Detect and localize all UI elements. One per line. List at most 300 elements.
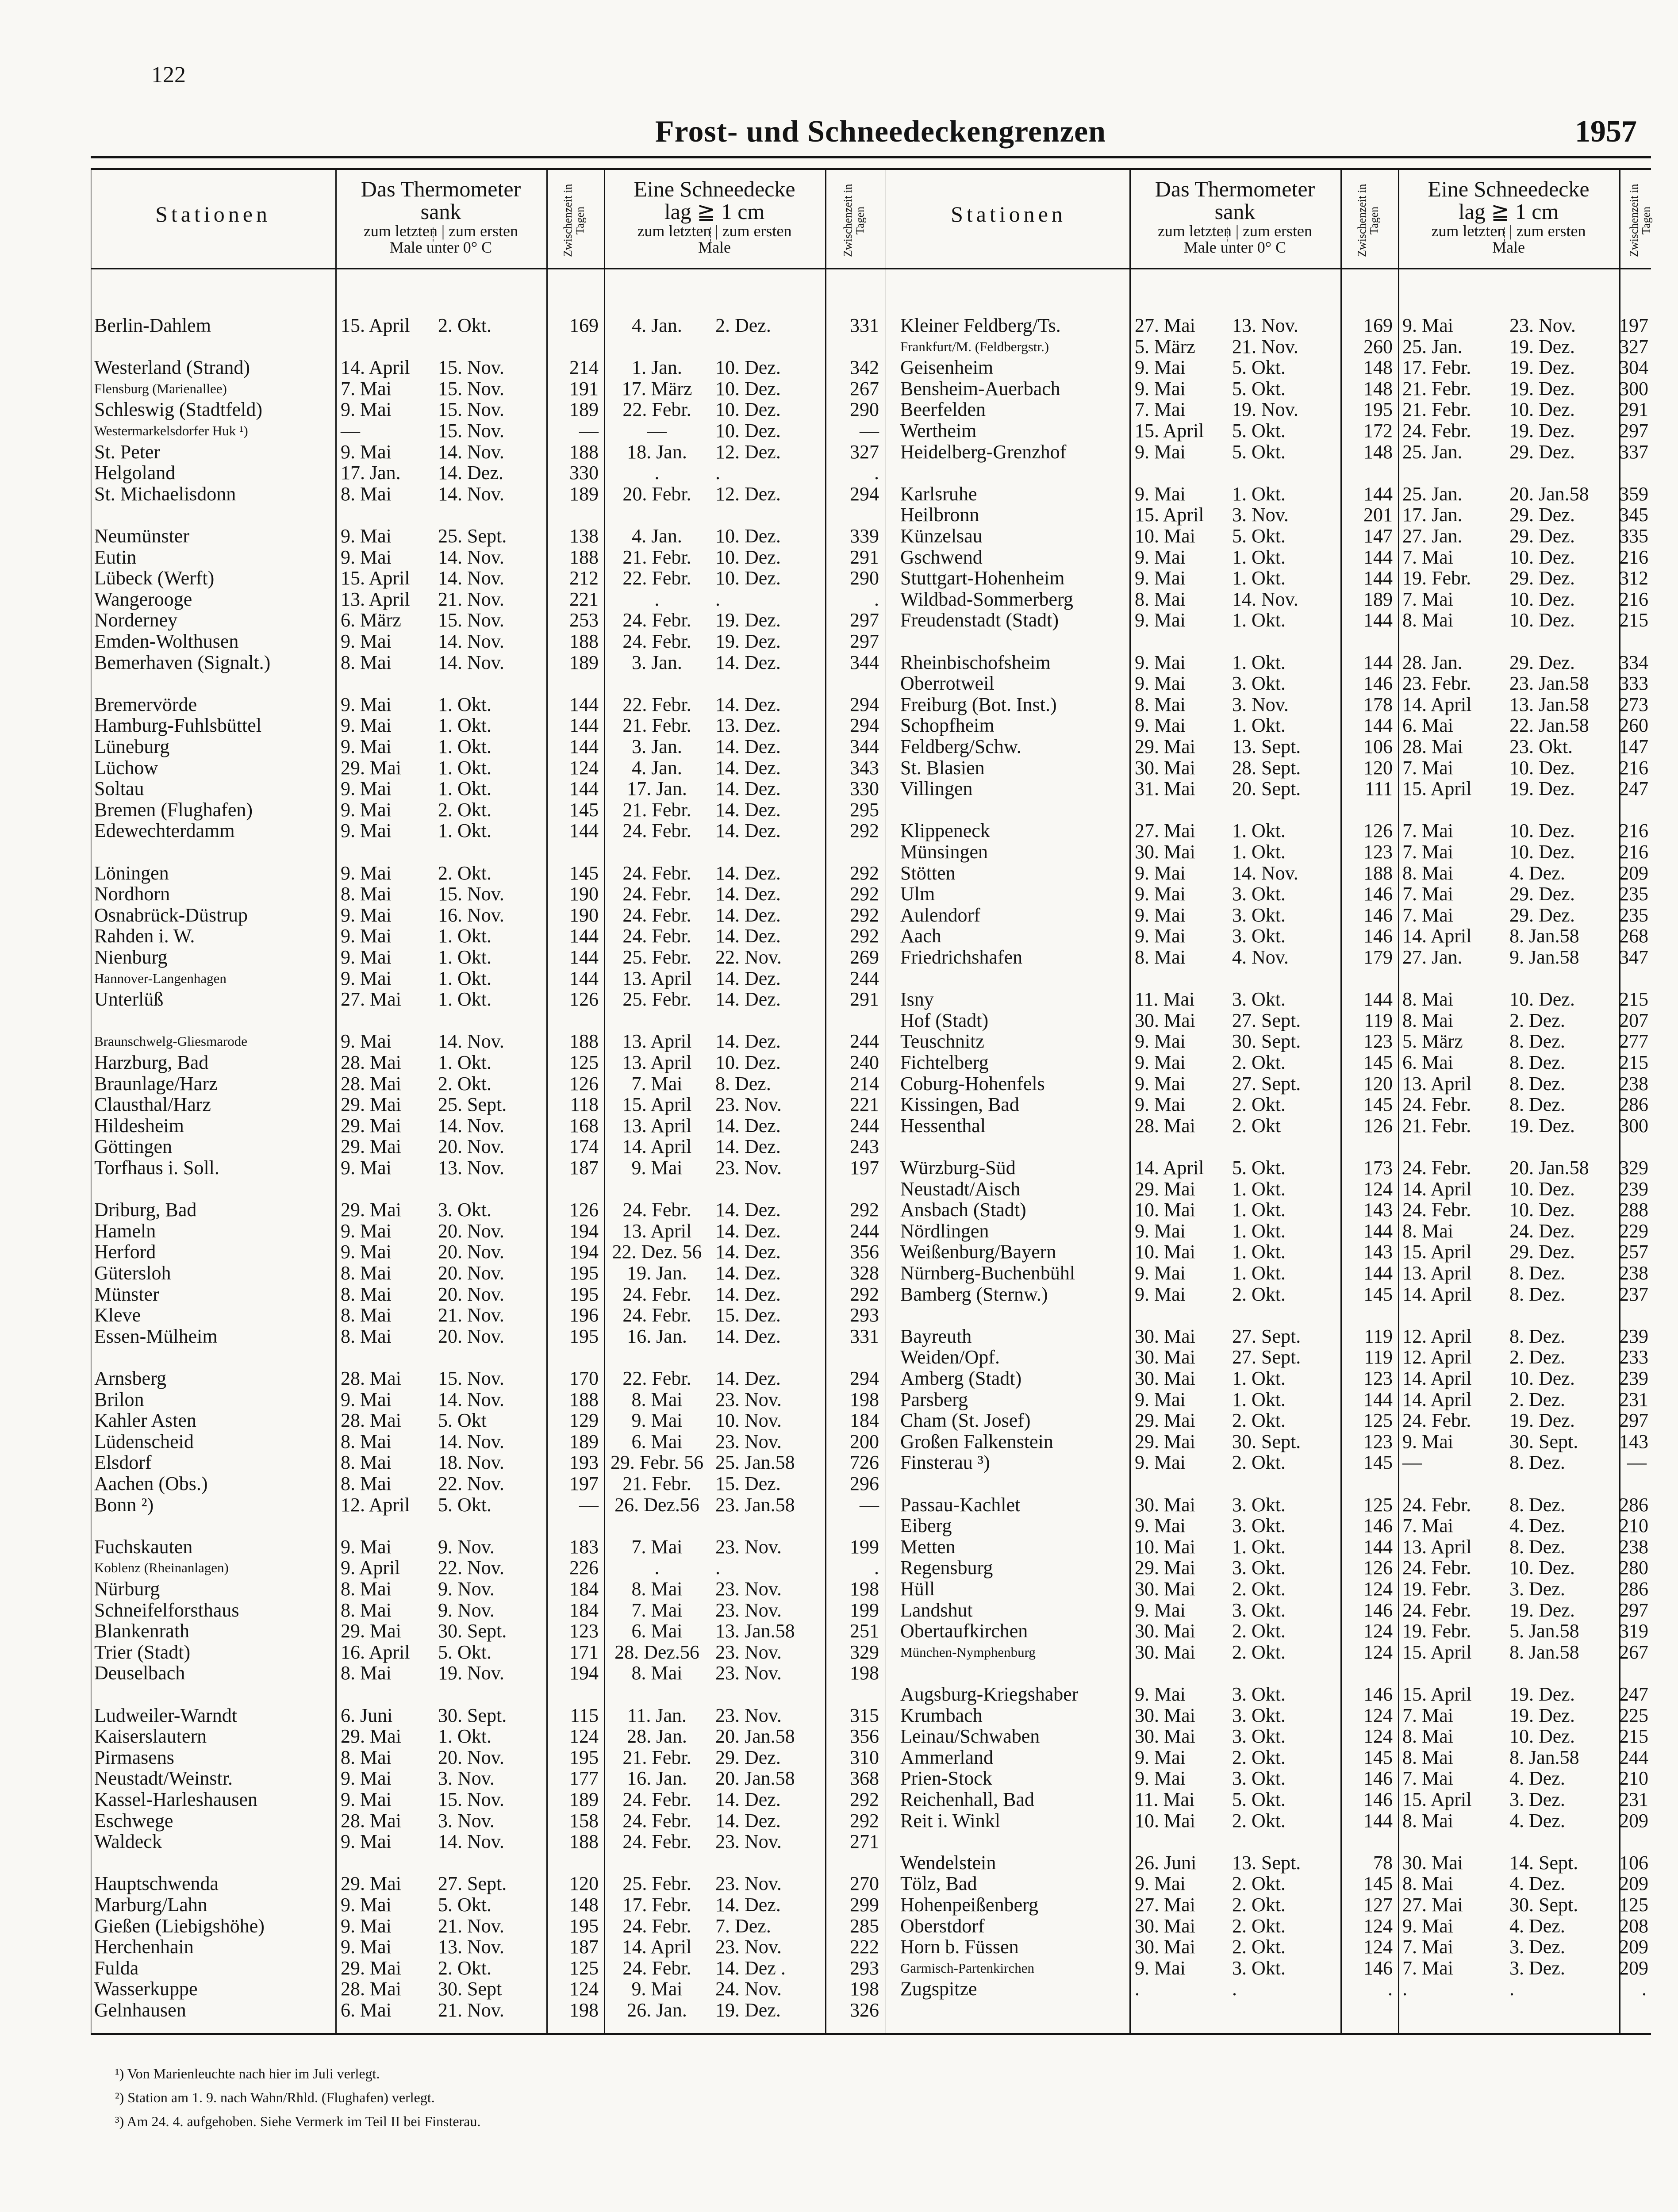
snow-interval-cell: 315 xyxy=(850,1704,879,1726)
snow-first-cell: 4. Dez. xyxy=(1509,1767,1565,1790)
frost-last-cell: 9. Mai xyxy=(341,1894,392,1916)
snow-interval-cell: 344 xyxy=(850,651,879,673)
snow-interval-cell: 214 xyxy=(850,1072,879,1094)
snow-last-cell: 9. Mai xyxy=(1402,315,1453,336)
snow-interval-cell: 290 xyxy=(850,399,879,421)
frost-interval-cell: 195 xyxy=(569,1262,599,1284)
frost-first-cell: 1. Okt. xyxy=(1232,841,1286,863)
station-name-cell: Wasserkuppe xyxy=(94,1978,198,2000)
snow-last-cell: 24. Febr. xyxy=(622,1283,691,1305)
snow-interval-cell: 356 xyxy=(850,1725,879,1747)
frost-interval-cell: 171 xyxy=(569,1641,599,1663)
station-name-cell: Aach xyxy=(900,925,941,947)
frost-first-cell: 1. Okt. xyxy=(438,778,491,800)
frost-first-cell: 14. Nov. xyxy=(438,483,504,505)
snow-last-cell: 8. Mai xyxy=(1402,1746,1453,1768)
frost-first-cell: 2. Okt. xyxy=(1232,1809,1286,1832)
snow-last-cell: 19. Jan. xyxy=(627,1262,687,1284)
snow-first-cell: 8. Jan.58 xyxy=(1509,1641,1579,1663)
frost-last-cell: 10. Mai xyxy=(1135,1536,1195,1558)
snow-interval-cell: 239 xyxy=(1619,1367,1648,1389)
frost-last-cell: 9. Mai xyxy=(341,441,392,463)
snow-last-cell: 24. Febr. xyxy=(1402,1557,1471,1579)
frost-last-cell: 8. Mai xyxy=(1135,588,1186,610)
snow-first-cell: 8. Dez. xyxy=(1509,1452,1565,1474)
frost-last-cell: 9. Mai xyxy=(341,778,392,800)
station-name-cell: Herford xyxy=(94,1241,156,1263)
snow-interval-cell: 285 xyxy=(850,1915,879,1937)
frost-first-cell: 5. Okt. xyxy=(1232,441,1286,463)
frost-interval-cell: 169 xyxy=(1363,315,1393,336)
snow-interval-cell: 251 xyxy=(850,1620,879,1642)
frost-interval-cell: 179 xyxy=(1363,946,1393,968)
frost-interval-cell: 146 xyxy=(1363,925,1393,947)
frost-interval-cell: 144 xyxy=(1363,1220,1393,1242)
frost-interval-cell: 214 xyxy=(569,357,599,379)
snow-interval-cell: 198 xyxy=(850,1578,879,1600)
snow-interval-cell: 215 xyxy=(1619,1052,1648,1073)
snow-last-cell: 7. Mai xyxy=(1402,1936,1453,1958)
snow-interval-cell: 293 xyxy=(850,1957,879,1979)
station-name-cell: Hannover-Langenhagen xyxy=(94,970,227,986)
station-name-cell: Würzburg-Süd xyxy=(900,1157,1016,1179)
frost-first-cell: 2. Okt. xyxy=(1232,1620,1286,1642)
station-name-cell: Oberstdorf xyxy=(900,1915,985,1937)
frost-interval-cell: 126 xyxy=(569,988,599,1010)
frost-interval-cell: 197 xyxy=(569,1473,599,1494)
station-name-cell: Bonn ²) xyxy=(94,1494,154,1516)
snow-last-cell: 22. Febr. xyxy=(622,399,691,421)
station-name-cell: Regensburg xyxy=(900,1557,993,1579)
frost-first-cell: 20. Nov. xyxy=(438,1136,504,1158)
frost-first-cell: 28. Sept. xyxy=(1232,757,1301,779)
header-rule xyxy=(91,268,1651,269)
header-stations-right xyxy=(887,203,1129,226)
frost-last-cell: 8. Mai xyxy=(341,1325,392,1347)
frost-first-cell: 14. Nov. xyxy=(1232,862,1298,884)
snow-last-cell: 9. Mai xyxy=(631,1157,683,1179)
station-name-cell: Kaiserslautern xyxy=(94,1725,207,1747)
frost-interval-cell: 144 xyxy=(1363,567,1393,589)
snow-last-cell: 27. Mai xyxy=(1402,1894,1463,1916)
snow-first-cell: 23. Okt. xyxy=(1509,736,1573,757)
snow-interval-cell: 267 xyxy=(1619,1641,1648,1663)
frost-interval-cell: 144 xyxy=(1363,1262,1393,1284)
snow-last-cell: 25. Jan. xyxy=(1402,335,1463,357)
snow-interval-cell: 297 xyxy=(1619,1409,1648,1432)
snow-first-cell: 10. Dez. xyxy=(1509,1199,1575,1221)
header-snow-line1: Eine Schneedecke xyxy=(1428,177,1590,201)
snow-last-cell: 6. Mai xyxy=(1402,1052,1453,1073)
station-name-cell: Heidelberg-Grenzhof xyxy=(900,441,1067,463)
snow-last-cell: 24. Febr. xyxy=(622,1831,691,1853)
frost-first-cell: 13. Nov. xyxy=(1232,315,1298,336)
snow-last-cell: 22. Dez. 56 xyxy=(612,1241,702,1263)
frost-interval-cell: 196 xyxy=(569,1304,599,1326)
header-thermo-line2: sank xyxy=(420,199,461,224)
header-stations-label: Stationen xyxy=(155,202,271,227)
frost-interval-cell: 144 xyxy=(569,925,599,947)
frost-first-cell: 14. Nov. xyxy=(438,567,504,589)
frost-last-cell: 15. April xyxy=(341,315,410,336)
snow-first-cell: 14. Dez. xyxy=(715,862,781,884)
frost-last-cell: 8. Mai xyxy=(341,1473,392,1494)
frost-last-cell: 30. Mai xyxy=(1135,1915,1195,1937)
station-name-cell: Cham (St. Josef) xyxy=(900,1409,1031,1432)
frost-interval-cell: 195 xyxy=(569,1746,599,1768)
snow-first-cell: 10. Dez. xyxy=(715,420,781,442)
frost-interval-cell: 201 xyxy=(1363,504,1393,526)
station-name-cell: Freiburg (Bot. Inst.) xyxy=(900,693,1057,715)
snow-last-cell: 17. März xyxy=(622,377,692,399)
frost-first-cell: 3. Okt. xyxy=(1232,1494,1286,1516)
page-title: Frost- und Schneedeckengrenzen xyxy=(655,115,1106,149)
frost-first-cell: 1. Okt. xyxy=(438,1725,491,1747)
snow-interval-cell: 286 xyxy=(1619,1094,1648,1116)
frost-first-cell: 25. Sept. xyxy=(438,1094,507,1116)
frost-interval-cell: 147 xyxy=(1363,525,1393,547)
header-thermo-line4: Male unter 0° C xyxy=(389,238,492,256)
station-name-cell: Friedrichshafen xyxy=(900,946,1023,968)
snow-interval-cell: 326 xyxy=(850,1999,879,2021)
station-name-cell: Geisenheim xyxy=(900,357,994,379)
station-name-cell: Aulendorf xyxy=(900,904,980,926)
snow-first-cell: 19. Dez. xyxy=(715,609,781,631)
station-name-cell: Deuselbach xyxy=(94,1662,185,1684)
frost-last-cell: 17. Jan. xyxy=(341,462,401,484)
snow-first-cell: 4. Dez. xyxy=(1509,1873,1565,1895)
footnote-3: ³) Am 24. 4. aufgehoben. Siehe Vermerk im Teil II bei Finsterau. xyxy=(115,2113,481,2129)
snow-last-cell: 13. April xyxy=(622,1030,692,1052)
snow-first-cell: 10. Dez. xyxy=(715,377,781,399)
station-name-cell: Amberg (Stadt) xyxy=(900,1367,1022,1389)
frost-first-cell: 1. Okt. xyxy=(438,714,491,737)
snow-last-cell: 7. Mai xyxy=(631,1072,683,1094)
snow-interval-cell: 270 xyxy=(850,1873,879,1895)
snow-interval-cell: 334 xyxy=(1619,651,1648,673)
frost-first-cell: 3. Okt. xyxy=(1232,1704,1286,1726)
snow-first-cell: 8. Dez. xyxy=(1509,1325,1565,1347)
snow-last-cell: 30. Mai xyxy=(1402,1851,1463,1874)
snow-last-cell: 18. Jan. xyxy=(627,441,687,463)
frost-last-cell: 9. Mai xyxy=(1135,1220,1186,1242)
snow-first-cell: 29. Dez. xyxy=(1509,567,1575,589)
frost-interval-cell: 145 xyxy=(569,862,599,884)
frost-last-cell: 15. April xyxy=(1135,504,1204,526)
frost-last-cell: 5. März xyxy=(1135,335,1195,357)
frost-last-cell: 6. Mai xyxy=(341,1999,392,2021)
snow-last-cell: 21. Febr. xyxy=(622,546,691,568)
snow-last-cell: 9. Mai xyxy=(1402,1915,1453,1937)
station-name-cell: Karlsruhe xyxy=(900,483,977,505)
snow-first-cell: 23. Nov. xyxy=(715,1388,782,1410)
snow-first-cell: 23. Jan.58 xyxy=(715,1494,795,1516)
station-name-cell: St. Michaelisdonn xyxy=(94,483,236,505)
frost-first-cell: 3. Okt. xyxy=(1232,1767,1286,1790)
snow-first-cell: 25. Jan.58 xyxy=(715,1452,795,1474)
snow-last-cell: 4. Jan. xyxy=(632,525,682,547)
footnote-2: ²) Station am 1. 9. nach Wahn/Rhld. (Flughafen) verlegt. xyxy=(115,2089,435,2105)
snow-interval-cell: 291 xyxy=(850,546,879,568)
frost-first-cell: 9. Nov. xyxy=(438,1599,495,1621)
snow-last-cell: 17. Jan. xyxy=(1402,504,1463,526)
snow-interval-cell: 231 xyxy=(1619,1789,1648,1810)
frost-last-cell: 29. Mai xyxy=(341,1094,401,1116)
frost-interval-cell: 190 xyxy=(569,904,599,926)
station-name-cell: Krumbach xyxy=(900,1704,983,1726)
snow-last-cell: 7. Mai xyxy=(1402,1515,1453,1537)
snow-interval-cell: 292 xyxy=(850,1283,879,1305)
snow-last-cell: 4. Jan. xyxy=(632,757,682,779)
snow-first-cell: 14. Dez. xyxy=(715,904,781,926)
snow-interval-cell: 328 xyxy=(850,1262,879,1284)
snow-interval-cell: 209 xyxy=(1619,862,1648,884)
frost-first-cell: 20. Nov. xyxy=(438,1283,504,1305)
snow-first-cell: 8. Dez. xyxy=(1509,1094,1565,1116)
frost-first-cell: 3. Okt. xyxy=(438,1199,491,1221)
frost-first-cell: 2. Okt. xyxy=(438,1957,491,1979)
snow-interval-cell: 244 xyxy=(850,967,879,989)
frost-first-cell: 3. Okt. xyxy=(1232,883,1286,905)
station-name-cell: Eschwege xyxy=(94,1809,173,1832)
frost-last-cell: 9. Mai xyxy=(1135,1262,1186,1284)
frost-first-cell: 14. Nov. xyxy=(438,1831,504,1853)
station-name-cell: Weißenburg/Bayern xyxy=(900,1241,1056,1263)
frost-interval-cell: 120 xyxy=(569,1873,599,1895)
snow-interval-cell: 143 xyxy=(1619,1430,1648,1452)
snow-interval-cell: 292 xyxy=(850,862,879,884)
snow-first-cell: 10. Dez. xyxy=(1509,546,1575,568)
snow-interval-cell: — xyxy=(860,420,879,442)
frost-first-cell: 2. Okt. xyxy=(1232,1283,1286,1305)
frost-interval-cell: 146 xyxy=(1363,1683,1393,1705)
header-thermo-line3: zum letzten | zum ersten xyxy=(1157,222,1313,240)
frost-interval-cell: 194 xyxy=(569,1662,599,1684)
snow-last-cell: 7. Mai xyxy=(1402,757,1453,779)
frost-last-cell: 30. Mai xyxy=(1135,1009,1195,1031)
frost-interval-cell: 144 xyxy=(1363,988,1393,1010)
frost-last-cell: 15. April xyxy=(341,567,410,589)
snow-interval-cell: 300 xyxy=(1619,377,1648,399)
frost-last-cell: 9. Mai xyxy=(341,1388,392,1410)
snow-interval-cell: 337 xyxy=(1619,441,1648,463)
snow-first-cell: 23. Nov. xyxy=(715,1094,782,1116)
frost-interval-cell: 127 xyxy=(1363,1894,1393,1916)
frost-last-cell: 7. Mai xyxy=(1135,399,1186,421)
frost-interval-cell: 115 xyxy=(570,1704,599,1726)
frost-interval-cell: 124 xyxy=(569,1978,599,2000)
frost-last-cell: 30. Mai xyxy=(1135,757,1195,779)
col-divider xyxy=(335,170,337,2033)
frost-first-cell: 27. Sept. xyxy=(1232,1072,1301,1094)
station-name-cell: Prien-Stock xyxy=(900,1767,992,1790)
snow-first-cell: 29. Dez. xyxy=(1509,441,1575,463)
snow-interval-cell: 297 xyxy=(1619,420,1648,442)
frost-last-cell: 9. Mai xyxy=(1135,1072,1186,1094)
station-name-cell: Neumünster xyxy=(94,525,190,547)
station-name-cell: Metten xyxy=(900,1536,956,1558)
frost-first-cell: 1. Okt. xyxy=(1232,651,1286,673)
frost-last-cell: 26. Juni xyxy=(1135,1851,1197,1874)
frost-interval-cell: 183 xyxy=(569,1536,599,1558)
frost-last-cell: 9. Mai xyxy=(1135,377,1186,399)
snow-first-cell: 23. Nov. xyxy=(715,1936,782,1958)
frost-last-cell: 28. Mai xyxy=(341,1367,401,1389)
snow-first-cell: 19. Dez. xyxy=(1509,420,1575,442)
snow-last-cell: 7. Mai xyxy=(1402,1767,1453,1790)
snow-last-cell: 24. Febr. xyxy=(622,1789,691,1810)
snow-interval-cell: 209 xyxy=(1619,1936,1648,1958)
frost-interval-cell: 188 xyxy=(569,441,599,463)
frost-last-cell: 9. Mai xyxy=(341,1831,392,1853)
snow-interval-cell: 247 xyxy=(1619,1683,1648,1705)
frost-last-cell: 29. Mai xyxy=(341,1114,401,1137)
snow-first-cell: 8. Jan.58 xyxy=(1509,925,1579,947)
snow-interval-cell: 297 xyxy=(850,609,879,631)
frost-last-cell: 7. Mai xyxy=(341,377,392,399)
snow-interval-cell: 257 xyxy=(1619,1241,1648,1263)
frost-first-cell: 18. Nov. xyxy=(438,1452,504,1474)
header-snow-line2: lag ≧ 1 cm xyxy=(664,199,765,224)
frost-last-cell: 30. Mai xyxy=(1135,841,1195,863)
frost-first-cell: 5. Okt. xyxy=(1232,525,1286,547)
frost-interval-cell: 144 xyxy=(1363,651,1393,673)
frost-first-cell: 1. Okt. xyxy=(438,820,491,842)
snow-last-cell: 7. Mai xyxy=(1402,1957,1453,1979)
station-name-cell: Hof (Stadt) xyxy=(900,1009,989,1031)
snow-first-cell: 23. Nov. xyxy=(715,1536,782,1558)
frost-first-cell: 5. Okt. xyxy=(1232,420,1286,442)
snow-last-cell: 8. Mai xyxy=(631,1578,683,1600)
snow-interval-cell: 198 xyxy=(850,1978,879,2000)
snow-first-cell: 14. Dez. xyxy=(715,925,781,947)
snow-last-cell: 22. Febr. xyxy=(622,567,691,589)
snow-first-cell: 5. Jan.58 xyxy=(1509,1620,1579,1642)
station-name-cell: Stötten xyxy=(900,862,956,884)
frost-interval-cell: 124 xyxy=(1363,1704,1393,1726)
snow-first-cell: 14. Dez. xyxy=(715,778,781,800)
snow-last-cell: 27. Jan. xyxy=(1402,525,1463,547)
frost-first-cell: 15. Nov. xyxy=(438,609,504,631)
snow-last-cell: 21. Febr. xyxy=(1402,399,1471,421)
station-name-cell: Rahden i. W. xyxy=(94,925,195,947)
snow-last-cell: 19. Febr. xyxy=(1402,567,1471,589)
snow-interval-cell: 147 xyxy=(1619,736,1648,757)
frost-interval-cell: 177 xyxy=(569,1767,599,1790)
station-name-cell: Koblenz (Rheinanlagen) xyxy=(94,1560,229,1576)
frost-interval-cell: 194 xyxy=(569,1241,599,1263)
snow-interval-cell: 233 xyxy=(1619,1346,1648,1368)
frost-last-cell: 14. April xyxy=(1135,1157,1204,1179)
station-name-cell: Kassel-Harleshausen xyxy=(94,1789,257,1810)
snow-first-cell: 4. Dez. xyxy=(1509,862,1565,884)
frost-first-cell: 2. Okt. xyxy=(1232,1641,1286,1663)
snow-last-cell: 17. Jan. xyxy=(627,778,687,800)
station-name-cell: Tölz, Bad xyxy=(900,1873,977,1895)
header-thermometer-right xyxy=(1129,178,1340,255)
snow-last-cell: 8. Mai xyxy=(631,1662,683,1684)
frost-interval-cell: . xyxy=(1388,1978,1393,2000)
snow-last-cell: 6. Mai xyxy=(1402,714,1453,737)
frost-first-cell: 21. Nov. xyxy=(438,588,504,610)
station-name-cell: Feldberg/Schw. xyxy=(900,736,1021,757)
station-name-cell: Oberrotweil xyxy=(900,672,995,695)
snow-first-cell: 14. Dez. xyxy=(715,1894,781,1916)
snow-interval-cell: — xyxy=(1627,1452,1647,1474)
frost-interval-cell: 189 xyxy=(569,1789,599,1810)
frost-interval-cell: 148 xyxy=(1363,377,1393,399)
frost-interval-cell: 188 xyxy=(569,1030,599,1052)
frost-last-cell: 9. Mai xyxy=(1135,651,1186,673)
frost-interval-cell: 120 xyxy=(1363,1072,1393,1094)
frost-last-cell: 30. Mai xyxy=(1135,1494,1195,1516)
frost-interval-cell: 158 xyxy=(569,1809,599,1832)
snow-first-cell: 10. Dez. xyxy=(1509,820,1575,842)
snow-first-cell: 22. Nov. xyxy=(715,946,782,968)
header-thermo-line1: Das Thermometer xyxy=(1155,177,1315,201)
frost-interval-cell: 124 xyxy=(1363,1641,1393,1663)
station-name-cell: Harzburg, Bad xyxy=(94,1052,209,1073)
snow-first-cell: 2. Dez. xyxy=(1509,1346,1565,1368)
snow-last-cell: 15. April xyxy=(1402,1789,1472,1810)
frost-last-cell: 6. März xyxy=(341,609,401,631)
frost-last-cell: 8. Mai xyxy=(1135,946,1186,968)
snow-last-cell: 7. Mai xyxy=(1402,588,1453,610)
snow-first-cell: 20. Jan.58 xyxy=(1509,1157,1589,1179)
snow-last-cell: 17. Febr. xyxy=(1402,357,1471,379)
frost-interval-cell: 138 xyxy=(569,525,599,547)
snow-last-cell: 19. Febr. xyxy=(1402,1620,1471,1642)
frost-last-cell: 9. Mai xyxy=(341,799,392,821)
snow-last-cell: 8. Mai xyxy=(1402,988,1453,1010)
snow-first-cell: 23. Nov. xyxy=(715,1641,782,1663)
snow-interval-cell: 288 xyxy=(1619,1199,1648,1221)
frost-last-cell: 9. Mai xyxy=(1135,862,1186,884)
station-name-cell: Coburg-Hohenfels xyxy=(900,1072,1045,1094)
snow-last-cell: 12. April xyxy=(1402,1346,1472,1368)
frost-interval-cell: 189 xyxy=(569,483,599,505)
station-name-cell: Herchenhain xyxy=(94,1936,194,1958)
frost-first-cell: 1. Okt. xyxy=(438,736,491,757)
station-name-cell: Neustadt/Aisch xyxy=(900,1178,1021,1200)
header-thermometer-left xyxy=(335,178,546,255)
frost-first-cell: 20. Nov. xyxy=(438,1262,504,1284)
frost-last-cell: 30. Mai xyxy=(1135,1936,1195,1958)
station-name-cell: St. Peter xyxy=(94,441,161,463)
station-name-cell: Lüchow xyxy=(94,757,158,779)
frost-interval-cell: 125 xyxy=(1363,1409,1393,1432)
frost-last-cell: 13. April xyxy=(341,588,410,610)
station-name-cell: St. Blasien xyxy=(900,757,985,779)
station-name-cell: Teuschnitz xyxy=(900,1030,984,1052)
frost-last-cell: 29. Mai xyxy=(1135,1409,1195,1432)
snow-interval-cell: 125 xyxy=(1619,1894,1648,1916)
snow-interval-cell: 200 xyxy=(850,1430,879,1452)
frost-interval-cell: 174 xyxy=(569,1136,599,1158)
station-name-cell: Fichtelberg xyxy=(900,1052,989,1073)
snow-last-cell: 24. Febr. xyxy=(622,630,691,652)
frost-last-cell: 9. Mai xyxy=(341,693,392,715)
snow-first-cell: 20. Jan.58 xyxy=(715,1725,795,1747)
snow-interval-cell: 359 xyxy=(1619,483,1648,505)
snow-first-cell: 14. Dez. xyxy=(715,693,781,715)
frost-last-cell: 9. Mai xyxy=(341,546,392,568)
snow-first-cell: 23. Nov. xyxy=(715,1831,782,1853)
snow-last-cell: 9. Mai xyxy=(631,1409,683,1432)
snow-first-cell: 14. Dez. xyxy=(715,1241,781,1263)
frost-interval-cell: 145 xyxy=(1363,1283,1393,1305)
snow-interval-cell: 239 xyxy=(1619,1325,1648,1347)
